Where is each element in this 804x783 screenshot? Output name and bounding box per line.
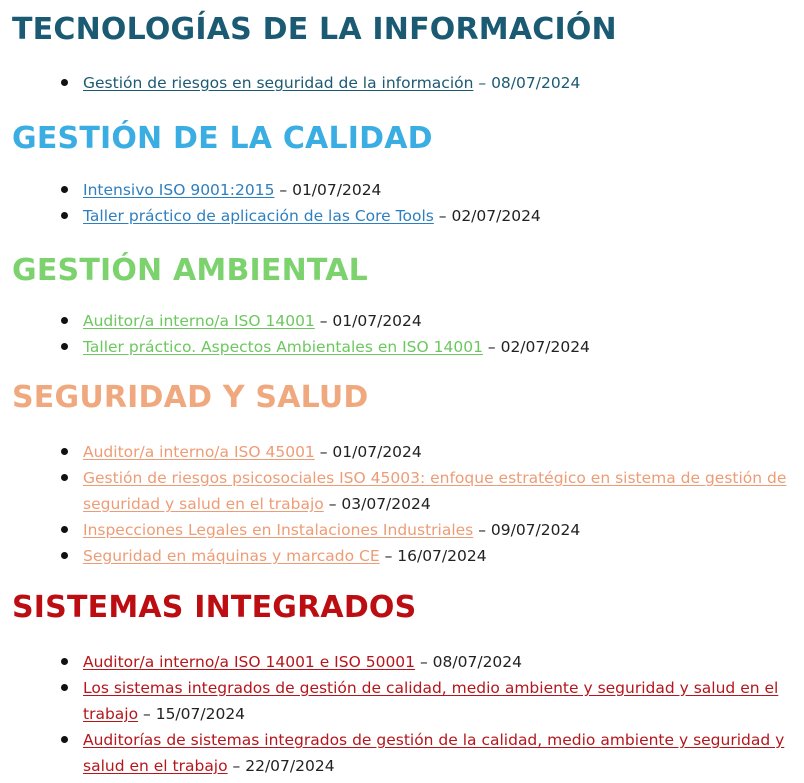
bullet-icon xyxy=(61,684,68,691)
course-link[interactable]: Los sistemas integrados de gestión de calidad, medio ambiente y seguridad y salud en el trabajo xyxy=(83,679,779,723)
course-date: 15/07/2024 xyxy=(155,705,246,723)
list-item xyxy=(0,439,804,465)
list-item xyxy=(0,70,804,96)
course-date: 16/07/2024 xyxy=(397,547,487,565)
section-heading: SISTEMAS INTEGRADOS xyxy=(12,590,417,625)
course-list xyxy=(0,70,804,96)
bullet-icon xyxy=(61,526,68,533)
section-heading: GESTIÓN DE LA CALIDAD xyxy=(12,121,433,156)
list-item xyxy=(0,727,804,779)
bullet-icon xyxy=(61,474,68,481)
bullet-icon xyxy=(61,448,68,455)
course-date: 02/07/2024 xyxy=(451,207,541,225)
separator: – xyxy=(419,653,433,671)
course-list xyxy=(0,177,804,229)
bullet-icon xyxy=(61,658,68,665)
separator: – xyxy=(478,74,492,92)
separator: – xyxy=(279,181,293,199)
section-heading: GESTIÓN AMBIENTAL xyxy=(12,253,368,288)
separator: – xyxy=(328,495,342,513)
course-list xyxy=(0,649,804,779)
separator: – xyxy=(438,207,452,225)
course-date: 08/07/2024 xyxy=(432,653,523,671)
bullet-icon xyxy=(61,79,68,86)
bullet-icon xyxy=(61,343,68,350)
course-date: 01/07/2024 xyxy=(332,312,422,330)
course-list xyxy=(0,439,804,569)
bullet-icon xyxy=(61,212,68,219)
separator: – xyxy=(478,521,491,539)
course-date: 09/07/2024 xyxy=(490,521,581,539)
list-item xyxy=(0,543,804,569)
list-item xyxy=(0,334,804,360)
list-item xyxy=(0,465,804,517)
separator: – xyxy=(487,338,501,356)
course-date: 03/07/2024 xyxy=(341,495,431,513)
bullet-icon xyxy=(61,552,68,559)
course-date: 02/07/2024 xyxy=(500,338,590,356)
list-item xyxy=(0,308,804,334)
course-date: 01/07/2024 xyxy=(292,181,382,199)
bullet-icon xyxy=(61,317,68,324)
course-link[interactable]: Auditor/a interno/a ISO 14001 e ISO 50001 xyxy=(83,653,416,671)
course-link[interactable]: Inspecciones Legales en Instalaciones Industriales xyxy=(83,521,474,539)
course-link[interactable]: Auditor/a interno/a ISO 14001 xyxy=(83,312,315,330)
list-item xyxy=(0,517,804,543)
course-date: 22/07/2024 xyxy=(245,757,335,775)
course-date: 08/07/2024 xyxy=(491,74,581,92)
course-link[interactable]: Intensivo ISO 9001:2015 xyxy=(83,181,275,199)
separator: – xyxy=(319,443,333,461)
section-heading: SEGURIDAD Y SALUD xyxy=(12,380,369,415)
course-link[interactable]: Taller práctico de aplicación de las Core Tools xyxy=(83,207,434,225)
list-item xyxy=(0,675,804,727)
course-link[interactable]: Seguridad en máquinas y marcado CE xyxy=(83,547,380,565)
course-list xyxy=(0,308,804,360)
separator: – xyxy=(319,312,333,330)
course-link[interactable]: Auditorías de sistemas integrados de gestión de la calidad, medio ambiente y seguridad y salud en el trabajo xyxy=(83,731,785,775)
section-heading: TECNOLOGÍAS DE LA INFORMACIÓN xyxy=(12,12,617,47)
course-link[interactable]: Gestión de riesgos en seguridad de la información xyxy=(83,74,474,92)
bullet-icon xyxy=(61,736,68,743)
list-item xyxy=(0,649,804,675)
course-date: 01/07/2024 xyxy=(332,443,422,461)
list-item xyxy=(0,177,804,203)
separator: – xyxy=(143,705,156,723)
list-item xyxy=(0,203,804,229)
course-link[interactable]: Gestión de riesgos psicosociales ISO 45003: enfoque estratégico en sistema de gestión de seguridad y salud en el trabajo xyxy=(83,469,787,513)
bullet-icon xyxy=(61,186,68,193)
course-link[interactable]: Auditor/a interno/a ISO 45001 xyxy=(83,443,315,461)
course-link[interactable]: Taller práctico. Aspectos Ambientales en ISO 14001 xyxy=(83,338,483,356)
separator: – xyxy=(232,757,246,775)
separator: – xyxy=(384,547,398,565)
